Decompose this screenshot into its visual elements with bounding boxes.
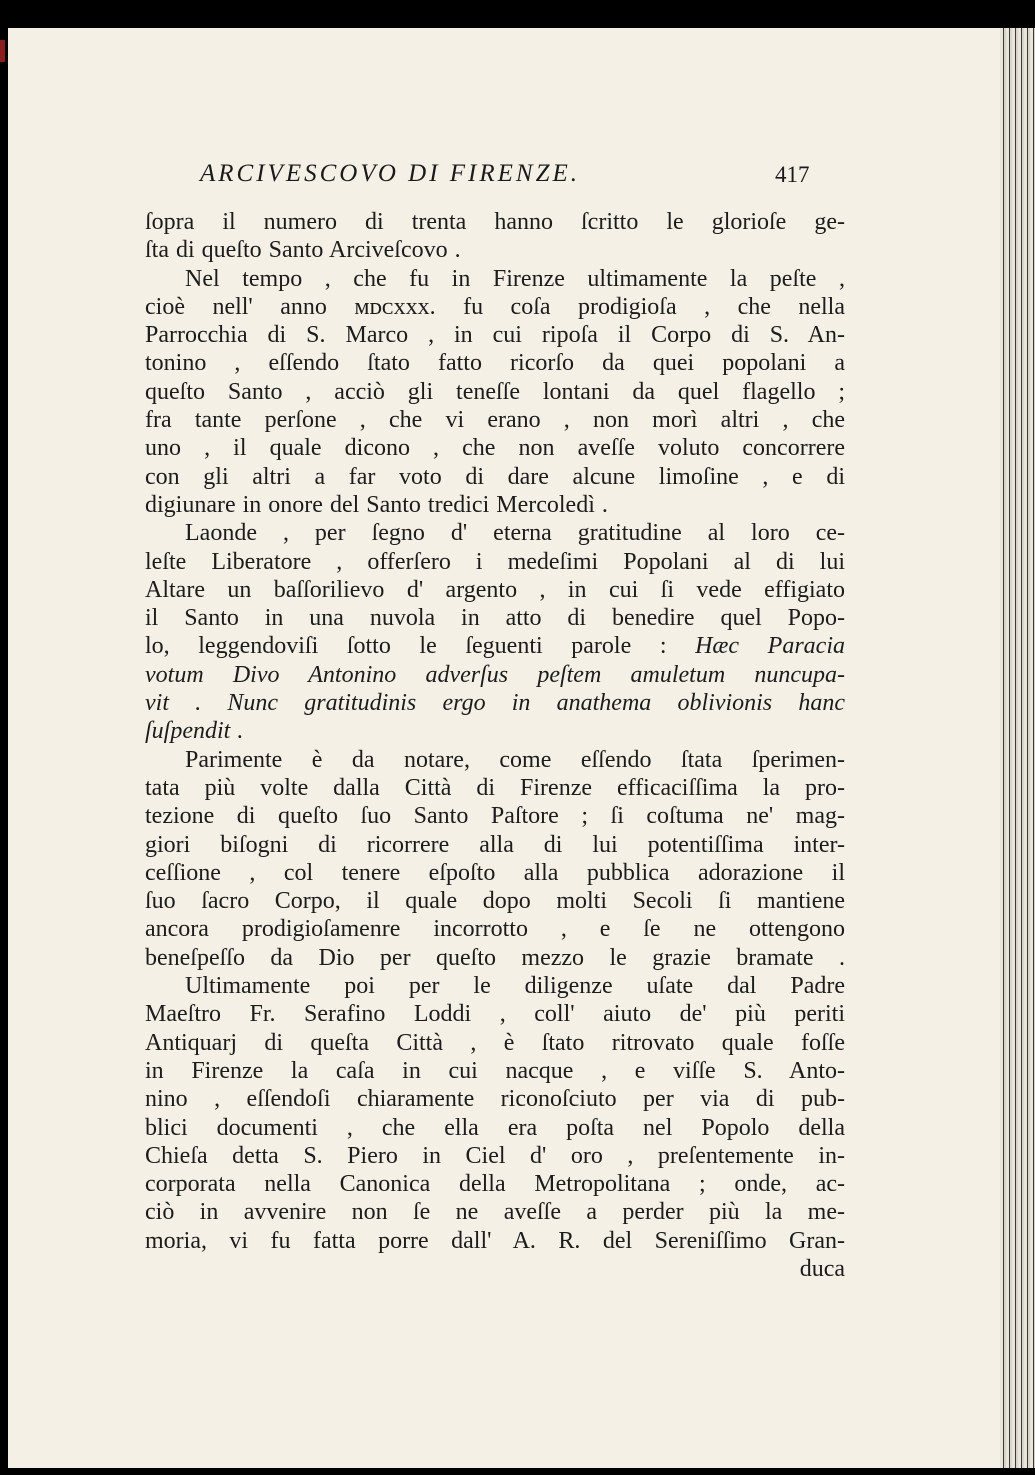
line-text: in Firenze la caſa in cui nacque , e viſſe S. Anto- <box>145 1057 845 1084</box>
line-text: ſopra il numero di trenta hanno ſcritto le glorioſe ge- <box>145 209 845 235</box>
line-text: Chieſa detta S. Piero in Ciel d' oro , preſentemente in- <box>145 1142 845 1169</box>
line-text: Antiquarj di queſta Città , è ſtato ritrovato quale foſſe <box>145 1029 845 1056</box>
line-text: Maeſtro Fr. Serafino Loddi , coll' aiuto de' più periti <box>145 1001 845 1028</box>
line-text: ſuo ſacro Corpo, il quale dopo molti Secoli ſi mantiene <box>145 888 845 915</box>
line-text: con gli altri a far voto di dare alcune limoſine , e di <box>145 463 845 490</box>
text-line <box>145 576 845 604</box>
line-text: Nel tempo , che fu in Firenze ultimamente la peſte , <box>185 265 845 292</box>
text-line <box>145 236 845 264</box>
text-line <box>145 632 845 660</box>
line-text: nino , eſſendoſi chiaramente riconoſciuto per via di pub- <box>145 1086 845 1113</box>
text-line <box>145 915 845 943</box>
text-line <box>145 802 845 830</box>
text-line <box>145 774 845 802</box>
line-text: queſto Santo , acciò gli teneſſe lontani da quel flagello ; <box>145 378 845 405</box>
line-text: uno , il quale dicono , che non aveſſe voluto concorrere <box>145 435 845 462</box>
text-line <box>145 293 845 321</box>
text-line <box>145 208 845 236</box>
page-number: 417 <box>775 162 810 187</box>
text-line <box>145 1085 845 1113</box>
line-text: leſte Liberatore , offerſero i medeſimi Popolani al di lui <box>145 548 845 575</box>
text-line <box>145 434 845 462</box>
text-line <box>145 1114 845 1142</box>
text-line <box>145 717 845 745</box>
line-text: lo, leggendoviſi ſotto le ſeguenti parole : <box>145 633 696 660</box>
text-line <box>145 1029 845 1057</box>
text-line <box>145 604 845 632</box>
text-line <box>145 265 845 293</box>
line-text: ſta di queſto Santo Arciveſcovo . <box>145 237 461 264</box>
text-line <box>145 548 845 576</box>
text-line <box>145 491 845 519</box>
latin-inscription-text: Hæc Paracia <box>695 633 846 660</box>
line-text: Parimente è da notare, come eſſendo ſtata ſperimen- <box>185 746 845 773</box>
text-line <box>145 378 845 406</box>
line-text: corporata nella Canonica della Metropolitana ; onde, ac- <box>145 1171 845 1198</box>
text-line <box>145 1170 845 1198</box>
line-text: duca <box>799 1255 845 1282</box>
page-header <box>200 160 840 194</box>
line-text: ceſſione , col tenere eſpoſto alla pubblica adorazione il <box>145 859 845 886</box>
page-edges <box>1000 28 1035 1468</box>
line-text: il Santo in una nuvola in atto di benedire quel Popo- <box>145 605 845 632</box>
text-line <box>145 1255 845 1283</box>
line-text: Laonde , per ſegno d' eterna gratitudine al loro ce- <box>185 520 845 547</box>
text-line <box>145 463 845 491</box>
line-text: fra tante perſone , che vi erano , non morì altri , che <box>145 407 845 434</box>
line-text: cioè nell' anno ᴍᴅᴄxxx. fu coſa prodigioſa , che nella <box>145 293 845 320</box>
line-text: Altare un baſſorilievo d' argento , in cui ſi vede effigiato <box>145 576 845 603</box>
line-text: giori biſogni di ricorrere alla di lui potentiſſima inter- <box>145 831 845 858</box>
binding-mark <box>0 40 5 62</box>
line-text: blici documenti , che ella era poſta nel Popolo della <box>145 1114 845 1141</box>
line-text: tata più volte dalla Città di Firenze efficaciſſima la pro- <box>145 774 845 801</box>
text-line <box>145 519 845 547</box>
text-line <box>145 746 845 774</box>
line-text: moria, vi fu fatta porre dall' A. R. del Sereniſſimo Gran- <box>145 1227 845 1254</box>
text-line <box>145 859 845 887</box>
line-text: ciò in avvenire non ſe ne aveſſe a perder più la me- <box>145 1199 845 1226</box>
latin-inscription-text: vit . Nunc gratitudinis ergo in anathema oblivionis hanc <box>145 690 845 717</box>
text-line <box>145 831 845 859</box>
text-line <box>145 944 845 972</box>
running-title: ARCIVESCOVO DI FIRENZE. <box>200 160 581 187</box>
text-line <box>145 1057 845 1085</box>
text-line <box>145 1000 845 1028</box>
body-text <box>145 208 845 1283</box>
text-line <box>145 321 845 349</box>
line-text: beneſpeſſo da Dio per queſto mezzo le grazie bramate . <box>145 944 845 971</box>
text-line <box>145 972 845 1000</box>
text-line <box>145 406 845 434</box>
latin-inscription-text: ſuſpendit . <box>145 718 244 745</box>
text-line <box>145 887 845 915</box>
text-line <box>145 661 845 689</box>
line-text: ancora prodigioſamenre incorrotto , e ſe ne ottengono <box>145 916 845 943</box>
line-text: tonino , eſſendo ſtato fatto ricorſo da quei popolani a <box>145 350 845 377</box>
line-text: digiunare in onore del Santo tredici Mercoledì . <box>145 491 608 518</box>
latin-inscription-text: votum Divo Antonino adverſus peſtem amuletum nuncupa- <box>145 661 845 688</box>
line-text: Ultimamente poi per le diligenze uſate dal Padre <box>185 973 845 1000</box>
text-line <box>145 1198 845 1226</box>
text-line <box>145 689 845 717</box>
text-line <box>145 349 845 377</box>
text-line <box>145 1227 845 1255</box>
line-text: tezione di queſto ſuo Santo Paſtore ; ſi coſtuma ne' mag- <box>145 803 845 830</box>
text-line <box>145 1142 845 1170</box>
line-text: Parrocchia di S. Marco , in cui ripoſa il Corpo di S. An- <box>145 322 845 349</box>
